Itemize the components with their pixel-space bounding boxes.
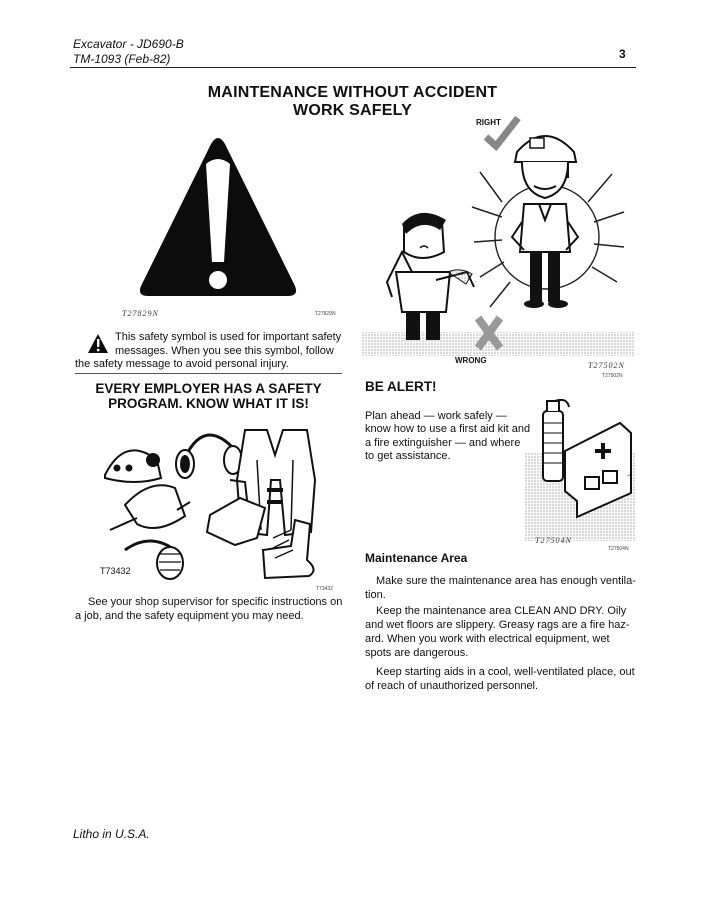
- warning-text-line3: the safety message to avoid personal injury.: [75, 358, 289, 370]
- page-subtitle: WORK SAFELY: [293, 102, 412, 119]
- footer-text: Litho in U.S.A.: [73, 827, 150, 841]
- maint-p2-line1: Keep the maintenance area CLEAN AND DRY. Oily: [376, 605, 627, 617]
- employer-image-code: T73432: [100, 566, 131, 576]
- right-wrong-image-code: T27502N: [588, 361, 625, 370]
- maint-p2-line2: and wet floors are slippery. Greasy rags are a fire haz-: [365, 619, 630, 631]
- maint-p3-line2: of reach of unauthorized personnel.: [365, 680, 539, 692]
- page-number: 3: [619, 47, 626, 61]
- page-title: MAINTENANCE WITHOUT ACCIDENT: [207, 84, 498, 101]
- small-alert-icon: [87, 333, 109, 354]
- maint-p2-line4: spots are dangerous.: [365, 647, 469, 659]
- wrong-label: WRONG: [455, 356, 487, 365]
- header-rule: [70, 67, 636, 68]
- alert-text-line3: a fire extinguisher — and where: [365, 437, 521, 449]
- first-aid-extinguisher-illustration: [525, 393, 635, 543]
- header-model: Excavator - JD690-B: [73, 37, 184, 51]
- warning-image-code-small: T27829N: [315, 311, 336, 317]
- maint-p1-line1: Make sure the maintenance area has enough ventila-: [376, 575, 636, 587]
- maint-p2-line3: ard. When you work with electrical equipment, wet: [365, 633, 610, 645]
- alert-image-code-small: T27504N: [608, 546, 629, 552]
- safety-equipment-illustration: [95, 420, 345, 585]
- right-wrong-illustration: [362, 112, 634, 374]
- right-wrong-image-code-small: T27502N: [602, 373, 623, 379]
- section-divider: [75, 373, 342, 374]
- alert-heading: BE ALERT!: [365, 379, 437, 394]
- warning-image-code: T27829N: [122, 309, 159, 318]
- right-label: RIGHT: [476, 118, 501, 127]
- alert-text-line2: know how to use a first aid kit and: [365, 423, 531, 435]
- employer-heading-line1: EVERY EMPLOYER HAS A SAFETY: [95, 381, 322, 396]
- alert-text-line1: Plan ahead — work safely —: [365, 410, 507, 422]
- alert-image-code: T27504N: [535, 536, 572, 545]
- employer-image-code-small: T73432: [316, 586, 333, 592]
- employer-text-line2: a job, and the safety equipment you may need.: [75, 610, 304, 622]
- maintenance-heading: Maintenance Area: [365, 551, 468, 565]
- alert-text-line4: to get assistance.: [365, 450, 451, 462]
- maint-p1-line2: tion.: [365, 589, 386, 601]
- employer-heading-line2: PROGRAM. KNOW WHAT IT IS!: [108, 396, 309, 411]
- warning-text-line2: messages. When you see this symbol, follow: [115, 345, 334, 357]
- warning-text-line1: This safety symbol is used for important safety: [115, 331, 342, 343]
- header-manual: TM-1093 (Feb-82): [73, 52, 171, 66]
- employer-text-line1: See your shop supervisor for specific instructions on: [88, 596, 343, 608]
- safety-alert-triangle-icon: [138, 134, 298, 304]
- maint-p3-line1: Keep starting aids in a cool, well-ventilated place, out: [376, 666, 635, 678]
